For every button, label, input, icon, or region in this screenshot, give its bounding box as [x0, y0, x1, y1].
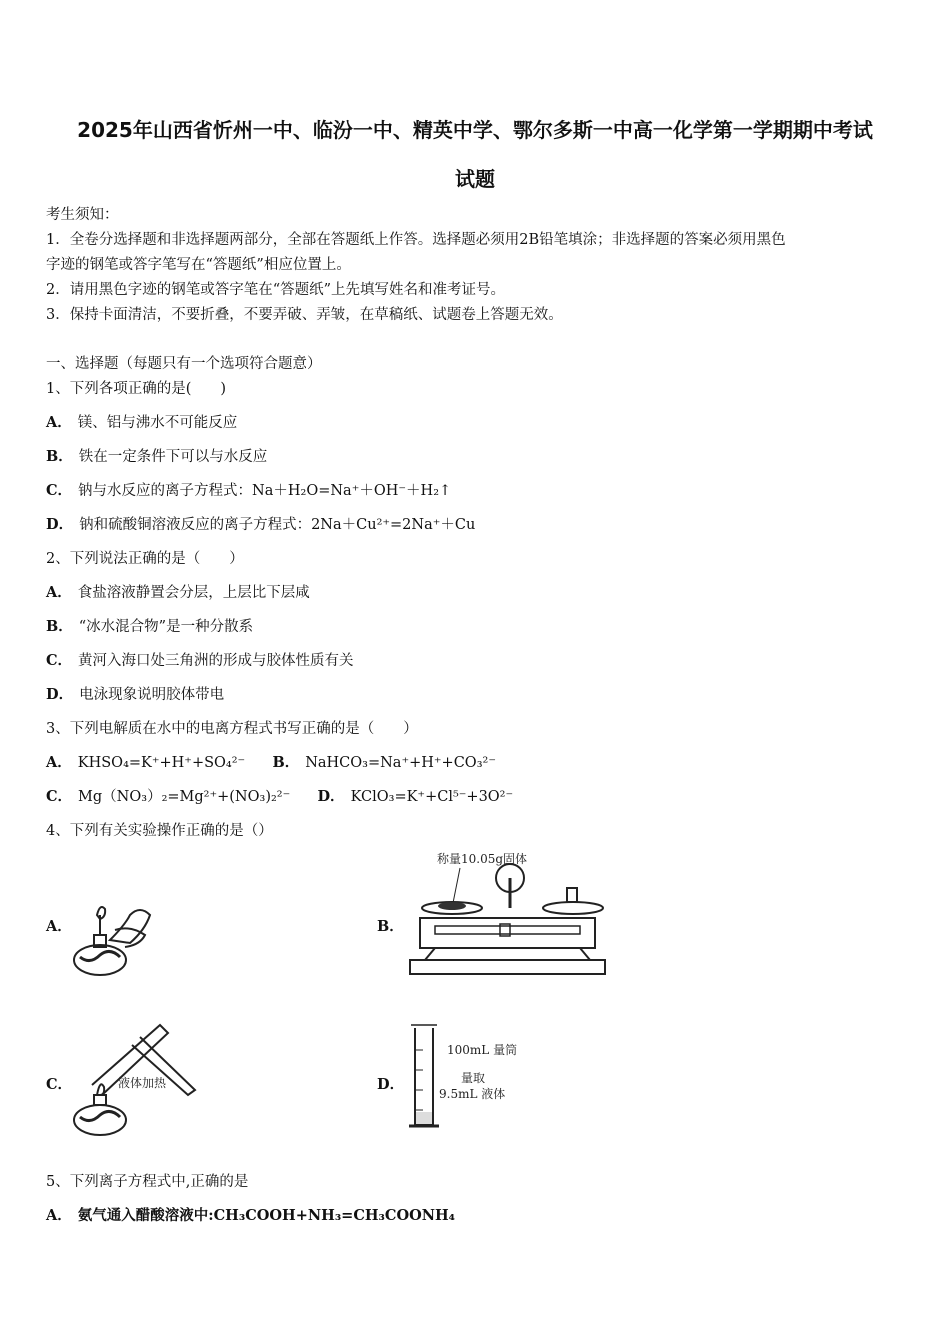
question-2-stem: 2、下列说法正确的是（ ） — [46, 551, 244, 567]
notice-item: 3．保持卡面清洁，不要折叠，不要弄破、弄皱，在草稿纸、试题卷上答题无效。 — [46, 307, 563, 323]
option-label: A． — [46, 1207, 72, 1224]
question-3-options-cd — [46, 785, 513, 806]
question-4-option-b-label: B． — [377, 918, 404, 935]
cylinder-caption-measure: 量取 — [461, 1071, 486, 1085]
question-2-option-c — [46, 649, 354, 670]
question-1-option-a — [46, 411, 237, 432]
question-4-stem: 4、下列有关实验操作正确的是（） — [46, 823, 273, 839]
option-text: Mg（NO₃）₂=Mg²⁺+(NO₃)₂²⁻ — [78, 789, 291, 805]
question-2-option-d — [46, 683, 224, 704]
option-label: A． — [46, 584, 72, 601]
test-tube-heating-figure — [70, 1015, 210, 1140]
question-1-stem: 1、下列各项正确的是( ) — [46, 381, 227, 397]
option-label: A． — [46, 414, 72, 431]
cylinder-caption-volume: 9.5mL 液体 — [439, 1087, 506, 1101]
question-4-option-d-label: D． — [377, 1076, 405, 1093]
section-heading: 一、选择题（每题只有一个选项符合题意） — [46, 356, 322, 372]
option-label: A． — [46, 754, 72, 771]
option-label: D． — [46, 516, 74, 533]
option-label: B． — [46, 618, 73, 635]
question-1-option-c — [46, 479, 451, 500]
option-text: 食盐溶液静置会分层，上层比下层咸 — [77, 585, 310, 601]
question-4-option-c-label: C． — [46, 1076, 73, 1093]
option-text: 氨气通入醋酸溶液中:CH₃COOH+NH₃=CH₃COONH₄ — [77, 1207, 456, 1224]
option-text: 电泳现象说明胶体带电 — [79, 687, 225, 703]
notice-item: 字迹的钢笔或答字笔写在“答题纸”相应位置上。 — [46, 257, 351, 273]
option-text: 黄河入海口处三角洲的形成与胶体性质有关 — [78, 653, 354, 669]
option-text: 钠与水反应的离子方程式：Na＋H₂O=Na⁺＋OH⁻＋H₂↑ — [78, 483, 452, 499]
graduated-cylinder-figure — [405, 1020, 535, 1135]
option-text: KHSO₄=K⁺+H⁺+SO₄²⁻ — [77, 755, 246, 771]
option-text: 镁、铝与沸水不可能反应 — [77, 415, 238, 431]
option-text: 铁在一定条件下可以与水反应 — [78, 449, 268, 465]
question-2-option-b — [46, 615, 253, 636]
option-text: KClO₃=K⁺+Cl⁵⁻+3O²⁻ — [350, 789, 514, 805]
question-4-option-a-label: A． — [46, 918, 72, 935]
option-label: D． — [317, 788, 345, 805]
option-label: B． — [272, 754, 300, 771]
balance-caption: 称量10.05g固体 — [437, 852, 528, 866]
notice-item: 2．请用黑色字迹的钢笔或答字笔在“答题纸”上先填写姓名和准考证号。 — [46, 282, 506, 298]
exam-title-line2: 试题 — [455, 167, 495, 191]
option-label: C． — [46, 788, 73, 805]
question-3-stem: 3、下列电解质在水中的电离方程式书写正确的是（ ） — [46, 721, 418, 737]
question-1-option-b — [46, 445, 267, 466]
option-label: D． — [46, 686, 74, 703]
exam-title-line1: 2025年山西省忻州一中、临汾一中、精英中学、鄂尔多斯一中高一化学第一学期期中考试 — [77, 118, 873, 142]
notice-item: 1．全卷分选择题和非选择题两部分，全部在答题纸上作答。选择题必须用2B铅笔填涂；非选择题的答案必须用黑色 — [46, 232, 786, 248]
option-label: C． — [46, 652, 73, 669]
heating-caption: 液体加热 — [118, 1076, 167, 1090]
balance-scale-figure — [405, 848, 610, 980]
cylinder-caption-capacity: 100mL 量筒 — [447, 1043, 518, 1057]
option-text: NaHCO₃=Na⁺+H⁺+CO₃²⁻ — [305, 755, 496, 771]
question-3-options-ab — [46, 751, 496, 772]
option-text: 钠和硫酸铜溶液反应的离子方程式：2Na＋Cu²⁺=2Na⁺＋Cu — [79, 517, 476, 533]
question-5-stem: 5、下列离子方程式中,正确的是 — [46, 1174, 249, 1190]
option-text: “冰水混合物”是一种分散系 — [78, 619, 254, 635]
option-label: C． — [46, 482, 73, 499]
question-2-option-a — [46, 581, 310, 602]
notice-heading: 考生须知： — [46, 207, 119, 223]
question-5-option-a — [46, 1204, 455, 1225]
question-1-option-d — [46, 513, 475, 534]
option-label: B． — [46, 448, 73, 465]
alcohol-lamp-lighting-figure — [70, 895, 160, 985]
